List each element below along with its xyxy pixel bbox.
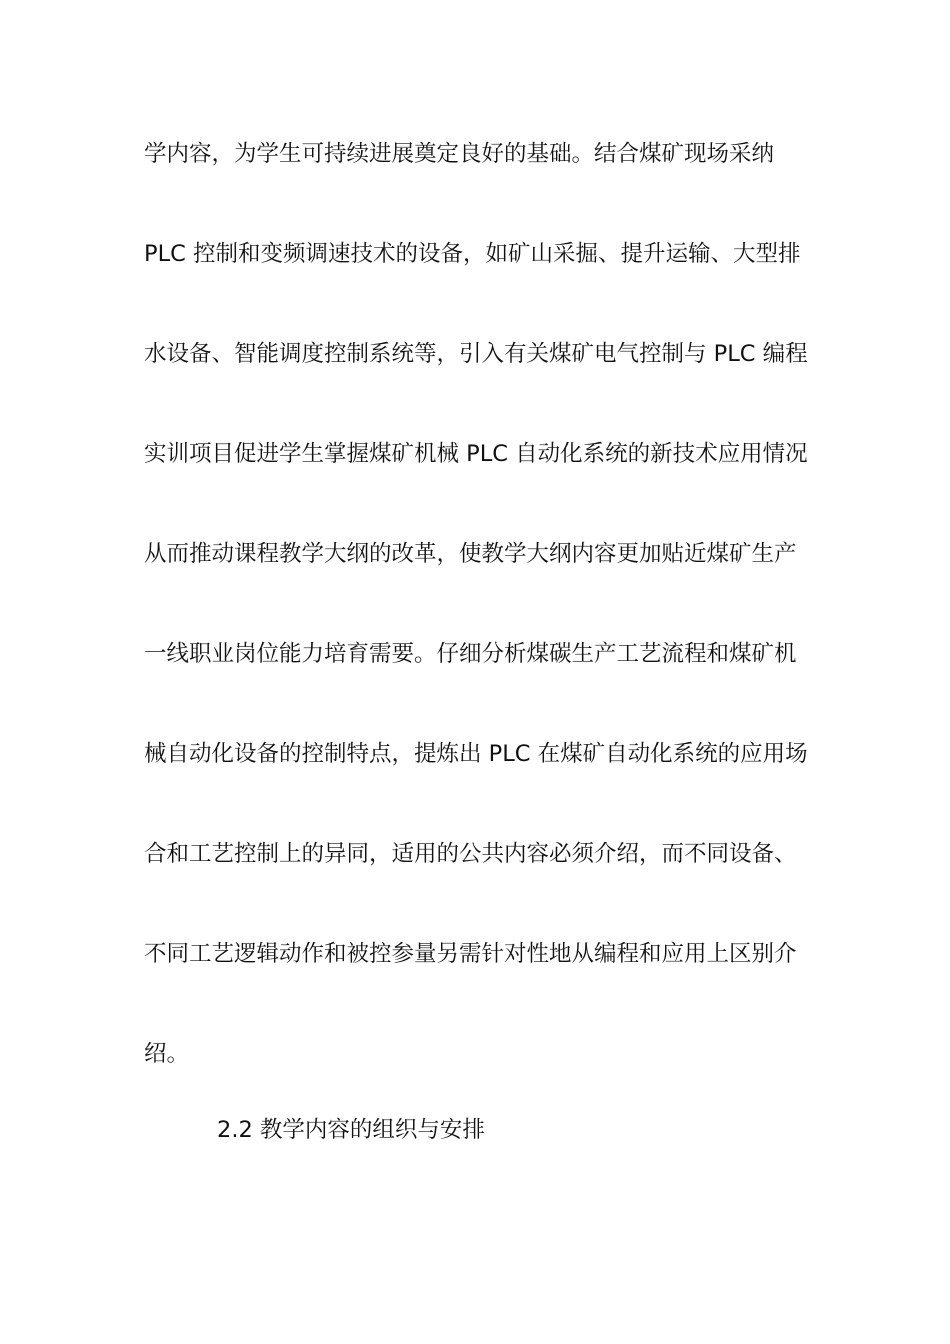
paragraph-line: 不同工艺逻辑动作和被控参量另需针对性地从编程和应用上区别介	[144, 941, 797, 967]
paragraph	[144, 130, 814, 1130]
paragraph-line: 水设备、智能调度控制系统等，引入有关煤矿电气控制与 PLC 编程	[144, 341, 808, 367]
paragraph-line: PLC 控制和变频调速技术的设备，如矿山采掘、提升运输、大型排	[144, 241, 801, 267]
paragraph-line: 从而推动课程教学大纲的改革，使教学大纲内容更加贴近煤矿生产	[144, 541, 797, 567]
paragraph-line: 绍。	[144, 1041, 190, 1067]
paragraph-line: 合和工艺控制上的异同，适用的公共内容必须介绍，而不同设备、	[144, 841, 797, 867]
paragraph-line: 一线职业岗位能力培育需要。仔细分析煤碳生产工艺流程和煤矿机	[144, 641, 797, 667]
paragraph-line: 械自动化设备的控制特点，提炼出 PLC 在煤矿自动化系统的应用场	[144, 741, 808, 767]
paragraph-line: 实训项目促进学生掌握煤矿机械 PLC 自动化系统的新技术应用情况	[144, 441, 808, 467]
section-heading: 2.2 教学内容的组织与安排	[217, 1117, 485, 1143]
paragraph-line: 学内容，为学生可持续进展奠定良好的基础。结合煤矿现场采纳	[144, 141, 775, 167]
